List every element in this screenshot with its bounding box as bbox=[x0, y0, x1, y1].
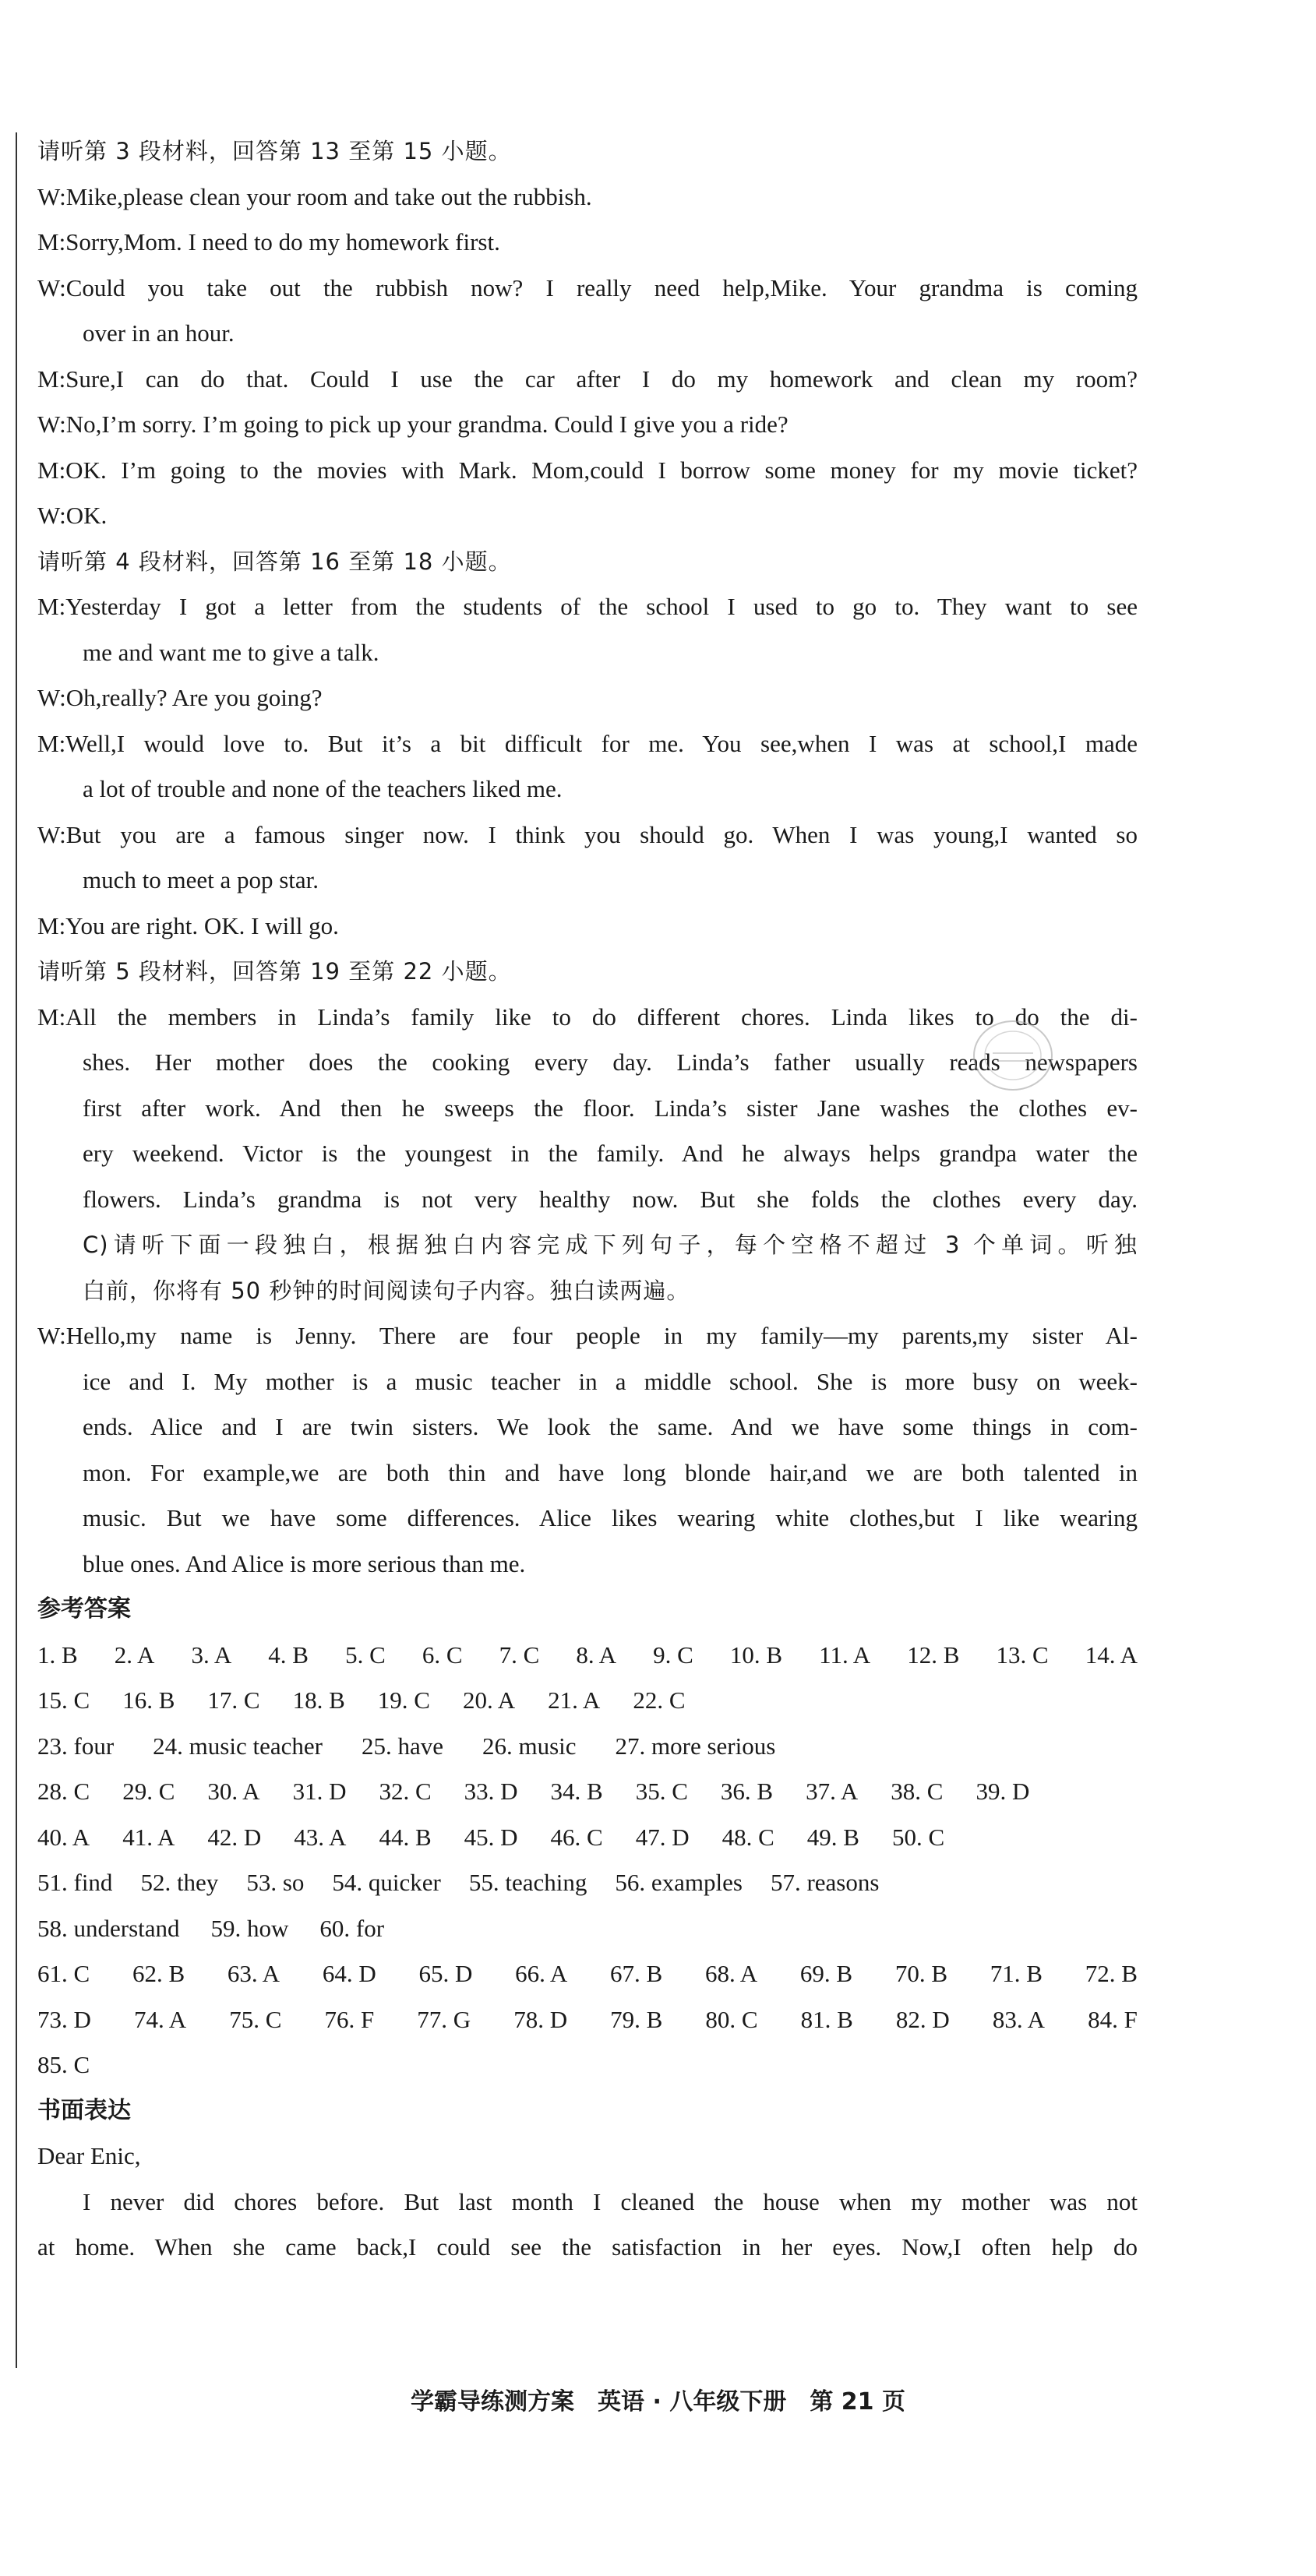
answer-item: 49. B bbox=[806, 1823, 859, 1851]
answer-item: 26. music bbox=[482, 1732, 577, 1760]
answer-item: 81. B bbox=[800, 2005, 853, 2033]
dialog-line: M:Yesterday I got a letter from the students of the school I used to go to. They want to see bbox=[37, 593, 1138, 620]
answer-item: 13. C bbox=[996, 1640, 1049, 1669]
monologue-line: blue ones. And Alice is more serious than me. bbox=[83, 1549, 526, 1577]
answer-item: 65. D bbox=[418, 1960, 473, 1987]
answer-item: 14. A bbox=[1085, 1640, 1138, 1669]
answer-item: 29. C bbox=[122, 1778, 175, 1805]
dialog-line: me and want me to give a talk. bbox=[83, 638, 379, 666]
answer-row bbox=[37, 1769, 1138, 1815]
answers-heading: 参考答案 bbox=[37, 1595, 131, 1623]
dialog-line: M:You are right. OK. I will go. bbox=[37, 911, 339, 939]
monologue-line: shes. Her mother does the cooking every day. Linda’s father usually reads newspapers bbox=[83, 1048, 1138, 1076]
monologue-line: M:All the members in Linda’s family like to do different chores. Linda likes to do the di- bbox=[37, 1003, 1138, 1031]
dialog-line: W:Oh,really? Are you going? bbox=[37, 684, 323, 711]
answer-item: 46. C bbox=[550, 1823, 603, 1851]
dialog-line: W:Mike,please clean your room and take out the rubbish. bbox=[37, 182, 592, 210]
answer-item: 63. A bbox=[227, 1960, 280, 1987]
answer-item: 62. B bbox=[132, 1960, 185, 1987]
answer-item: 69. B bbox=[799, 1960, 853, 1987]
answer-item: 33. D bbox=[464, 1778, 518, 1805]
dialog-line: over in an hour. bbox=[83, 319, 235, 347]
answer-item: 30. A bbox=[207, 1778, 260, 1805]
answer-item: 32. C bbox=[379, 1778, 432, 1805]
answer-item: 84. F bbox=[1088, 2005, 1138, 2033]
letter-line: I never did chores before. But last month I cleaned the house when my mother was not bbox=[83, 2187, 1138, 2215]
answer-item: 59. how bbox=[210, 1914, 289, 1942]
answer-row bbox=[37, 1815, 1138, 1861]
answer-item: 72. B bbox=[1085, 1960, 1138, 1987]
answer-item: 42. D bbox=[207, 1823, 262, 1851]
page-content bbox=[37, 129, 1138, 2271]
sectionC-intro: 白前，你将有 50 秒钟的时间阅读句子内容。独白读两遍。 bbox=[83, 1277, 690, 1304]
answer-item: 36. B bbox=[720, 1778, 774, 1805]
answer-item: 75. C bbox=[229, 2005, 282, 2033]
writing-heading: 书面表达 bbox=[37, 2096, 131, 2124]
answer-row bbox=[37, 1633, 1138, 1679]
section4-intro: 请听第 4 段材料，回答第 16 至第 18 小题。 bbox=[37, 548, 512, 575]
answer-item: 21. A bbox=[548, 1686, 601, 1714]
answer-row bbox=[37, 2042, 1138, 2088]
seal-stamp-icon bbox=[966, 1013, 1060, 1098]
answer-item: 27. more serious bbox=[615, 1732, 776, 1760]
answer-item: 64. D bbox=[322, 1960, 376, 1987]
answer-item: 54. quicker bbox=[332, 1869, 441, 1896]
answer-item: 57. reasons bbox=[770, 1869, 880, 1896]
answer-item: 66. A bbox=[515, 1960, 568, 1987]
section5-intro: 请听第 5 段材料，回答第 19 至第 22 小题。 bbox=[37, 958, 512, 985]
answer-item: 39. D bbox=[976, 1778, 1030, 1805]
answer-item: 85. C bbox=[37, 2051, 90, 2078]
answer-item: 67. B bbox=[610, 1960, 663, 1987]
answer-item: 23. four bbox=[37, 1732, 115, 1760]
answer-item: 19. C bbox=[377, 1686, 430, 1714]
answer-item: 3. A bbox=[191, 1640, 232, 1669]
monologue-line: mon. For example,we are both thin and have long blonde hair,and we are both talented in bbox=[83, 1458, 1138, 1486]
answer-item: 25. have bbox=[361, 1732, 443, 1760]
answer-item: 8. A bbox=[576, 1640, 617, 1669]
section3-intro: 请听第 3 段材料，回答第 13 至第 15 小题。 bbox=[37, 138, 512, 164]
answer-item: 40. A bbox=[37, 1823, 90, 1851]
dialog-line: W:Could you take out the rubbish now? I really need help,Mike. Your grandma is coming bbox=[37, 273, 1138, 301]
answer-key bbox=[37, 1633, 1138, 2088]
answer-item: 82. D bbox=[895, 2005, 950, 2033]
answer-item: 71. B bbox=[990, 1960, 1043, 1987]
answer-row bbox=[37, 1951, 1138, 1997]
monologue-line: W:Hello,my name is Jenny. There are four people in my family—my parents,my sister Al- bbox=[37, 1322, 1138, 1349]
monologue-line: first after work. And then he sweeps the floor. Linda’s sister Jane washes the clothes ev- bbox=[83, 1094, 1138, 1122]
monologue-line: ice and I. My mother is a music teacher in a middle school. She is more busy on week- bbox=[83, 1367, 1138, 1395]
answer-item: 47. D bbox=[635, 1823, 690, 1851]
answer-item: 50. C bbox=[891, 1823, 945, 1851]
answer-item: 45. D bbox=[464, 1823, 518, 1851]
answer-item: 80. C bbox=[705, 2005, 758, 2033]
answer-item: 70. B bbox=[894, 1960, 948, 1987]
answer-item: 53. so bbox=[246, 1869, 305, 1896]
answer-item: 11. A bbox=[819, 1640, 871, 1669]
answer-item: 68. A bbox=[704, 1960, 758, 1987]
letter-salutation: Dear Enic, bbox=[37, 2142, 141, 2169]
answer-row bbox=[37, 1997, 1138, 2043]
dialog-line: M:Sure,I can do that. Could I use the car after I do my homework and clean my room? bbox=[37, 365, 1138, 393]
answer-item: 34. B bbox=[550, 1778, 603, 1805]
monologue-line: flowers. Linda’s grandma is not very healthy now. But she folds the clothes every day. bbox=[83, 1185, 1138, 1213]
answer-item: 78. D bbox=[513, 2005, 568, 2033]
answer-item: 24. music teacher bbox=[153, 1732, 323, 1760]
monologue-line: music. But we have some differences. Alice likes wearing white clothes,but I like wearing bbox=[83, 1504, 1138, 1531]
monologue-line: ery weekend. Victor is the youngest in the family. And he always helps grandpa water the bbox=[83, 1140, 1138, 1167]
answer-item: 2. A bbox=[114, 1640, 155, 1669]
dialog-line: W:OK. bbox=[37, 502, 108, 529]
margin-rule bbox=[16, 132, 17, 2368]
answer-item: 22. C bbox=[633, 1686, 686, 1714]
answer-item: 56. examples bbox=[615, 1869, 743, 1896]
answer-item: 51. find bbox=[37, 1869, 113, 1896]
answer-item: 10. B bbox=[729, 1640, 783, 1669]
answer-item: 1. B bbox=[37, 1640, 78, 1669]
answer-item: 17. C bbox=[207, 1686, 260, 1714]
answer-item: 43. A bbox=[294, 1823, 347, 1851]
answer-row bbox=[37, 1860, 1138, 1906]
answer-item: 41. A bbox=[122, 1823, 175, 1851]
answer-item: 7. C bbox=[499, 1640, 540, 1669]
dialog-line: much to meet a pop star. bbox=[83, 866, 319, 893]
answer-item: 5. C bbox=[345, 1640, 386, 1669]
answer-item: 6. C bbox=[422, 1640, 463, 1669]
answer-item: 38. C bbox=[891, 1778, 944, 1805]
answer-item: 18. B bbox=[292, 1686, 345, 1714]
answer-item: 60. for bbox=[319, 1914, 385, 1942]
answer-row bbox=[37, 1678, 1138, 1724]
dialog-line: W:But you are a famous singer now. I think you should go. When I was young,I wanted so bbox=[37, 820, 1138, 848]
dialog-line: a lot of trouble and none of the teachers liked me. bbox=[83, 775, 563, 802]
sectionC-intro: C)请听下面一段独白，根据独白内容完成下列句子，每个空格不超过 3 个单词。听独 bbox=[83, 1232, 1138, 1258]
answer-item: 58. understand bbox=[37, 1914, 180, 1942]
answer-item: 16. B bbox=[122, 1686, 175, 1714]
dialog-line: M:OK. I’m going to the movies with Mark. Mom,could I borrow some money for my movie ticket? bbox=[37, 456, 1138, 484]
answer-item: 61. C bbox=[37, 1960, 90, 1987]
answer-item: 77. G bbox=[417, 2005, 471, 2033]
answer-item: 83. A bbox=[992, 2005, 1046, 2033]
dialog-line: W:No,I’m sorry. I’m going to pick up your grandma. Could I give you a ride? bbox=[37, 411, 789, 438]
answer-item: 79. B bbox=[610, 2005, 663, 2033]
page-footer: 学霸导练测方案 英语 · 八年级下册 第 21 页 bbox=[411, 2388, 905, 2416]
answer-item: 28. C bbox=[37, 1778, 90, 1805]
answer-item: 48. C bbox=[722, 1823, 774, 1851]
answer-row bbox=[37, 1906, 1138, 1952]
answer-row bbox=[37, 1724, 1138, 1770]
answer-item: 73. D bbox=[37, 2005, 91, 2033]
answer-item: 35. C bbox=[635, 1778, 688, 1805]
answer-item: 76. F bbox=[324, 2005, 375, 2033]
letter-line: at home. When she came back,I could see the satisfaction in her eyes. Now,I often help do bbox=[37, 2233, 1138, 2261]
answer-item: 15. C bbox=[37, 1686, 90, 1714]
answer-item: 31. D bbox=[292, 1778, 347, 1805]
answer-item: 20. A bbox=[462, 1686, 516, 1714]
dialog-line: M:Sorry,Mom. I need to do my homework first. bbox=[37, 228, 500, 255]
answer-item: 52. they bbox=[140, 1869, 219, 1896]
answer-item: 12. B bbox=[907, 1640, 960, 1669]
answer-item: 37. A bbox=[806, 1778, 859, 1805]
answer-item: 9. C bbox=[653, 1640, 693, 1669]
answer-item: 55. teaching bbox=[468, 1869, 587, 1896]
answer-item: 4. B bbox=[268, 1640, 309, 1669]
answer-item: 74. A bbox=[133, 2005, 187, 2033]
monologue-line: ends. Alice and I are twin sisters. We look the same. And we have some things in com- bbox=[83, 1413, 1138, 1440]
answer-item: 44. B bbox=[379, 1823, 432, 1851]
dialog-line: M:Well,I would love to. But it’s a bit difficult for me. You see,when I was at school,I made bbox=[37, 729, 1138, 757]
